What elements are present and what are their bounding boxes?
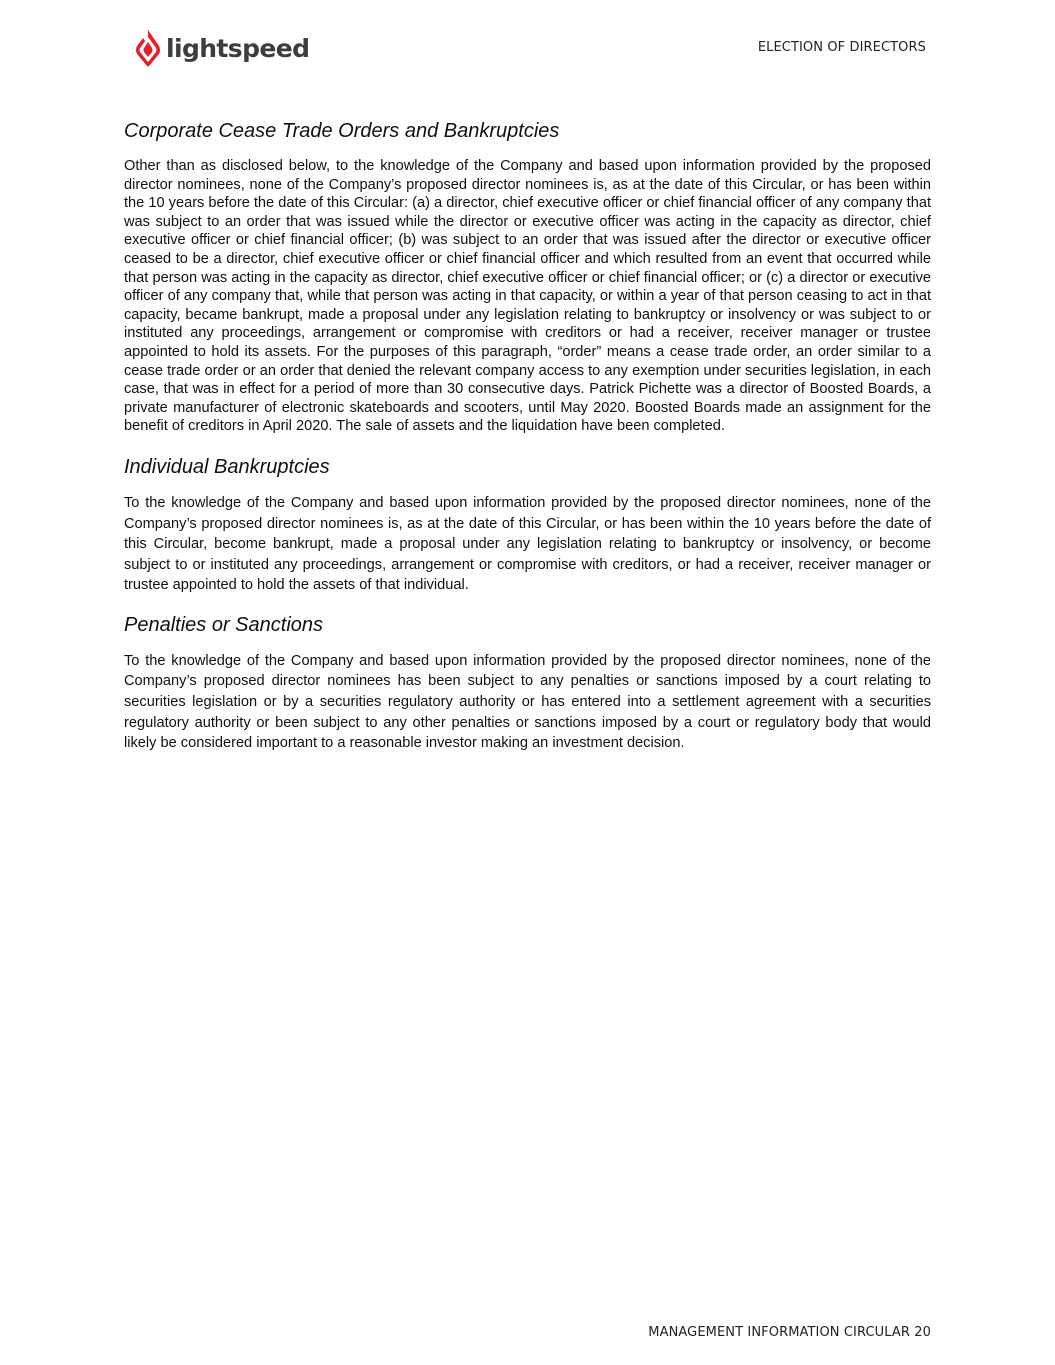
company-logo [135,28,309,68]
logo-wordmark: lightspeed [166,33,310,63]
running-head: ELECTION OF DIRECTORS [757,40,926,55]
page-footer: MANAGEMENT INFORMATION CIRCULAR 20 [648,1325,931,1340]
section-penalties-sanctions [124,612,931,754]
section-paragraph: To the knowledge of the Company and based upon information provided by the proposed director nominees, none of the Company’s proposed director nominees has been subject to any penalties or sanctions imposed by a court relating to securities legislation or by a securities regulatory authority or has entered into a settlement agreement with a securities regulatory authority or been subject to any other penalties or sanctions imposed by a court or regulatory body that would likely be considered important to a reasonable investor making an investment decision. [124,652,931,752]
section-paragraph: To the knowledge of the Company and based upon information provided by the proposed director nominees, none of the Company’s proposed director nominees is, as at the date of this Circular, or has been within the 10 years before the date of this Circular, become bankrupt, made a proposal under any legislation relating to bankruptcy or insolvency, or become subject to or instituted any proceedings, arrangement or compromise with creditors, or had a receiver, receiver manager or trustee appointed to hold the assets of that individual. [124,494,931,594]
section-heading: Individual Bankruptcies [124,455,330,478]
section-paragraph: Other than as disclosed below, to the knowledge of the Company and based upon information provided by the proposed director nominees, none of the Company’s proposed director nominees is, as at the date of this Circular, or has been within the 10 years before the date of this Circular: (a) a director, chief executive officer or chief financial officer of any company that was subject to an order that was issued while the director or executive officer was acting in the capacity as director, chief executive officer or chief financial officer; (b) was subject to an order that was issued after the director or executive officer ceased to be a director, chief executive officer or chief financial officer and which resulted from an event that occurred while that person was acting in the capacity as director, chief executive officer or chief financial officer; or (c) a director or executive officer of any company that, while that person was acting in that capacity, or within a year of that person ceasing to act in that capacity, became bankrupt, made a proposal under any legislation relating to bankruptcy or insolvency or was subject to or instituted any proceedings, arrangement or compromise with creditors or had a receiver, receiver manager or trustee appointed to hold its assets. For the purposes of this paragraph, “order” means a cease trade order, an order similar to a cease trade order or an order that denied the relevant company access to any exemption under securities legislation, in each case, that was in effect for a period of more than 30 consecutive days. Patrick Pichette was a director of Boosted Boards, a private manufacturer of electronic skateboards and scooters, until May 2020. Boosted Boards made an assignment for the benefit of creditors in April 2020. The sale of assets and the liquidation have been completed. [124,158,931,435]
section-heading: Corporate Cease Trade Orders and Bankruptcies [124,120,560,142]
document-body [124,118,931,754]
section-individual-bankruptcies [124,454,931,596]
flame-logo-icon [135,29,161,67]
section-cease-trade-orders [124,118,931,436]
section-heading: Penalties or Sanctions [124,613,324,636]
